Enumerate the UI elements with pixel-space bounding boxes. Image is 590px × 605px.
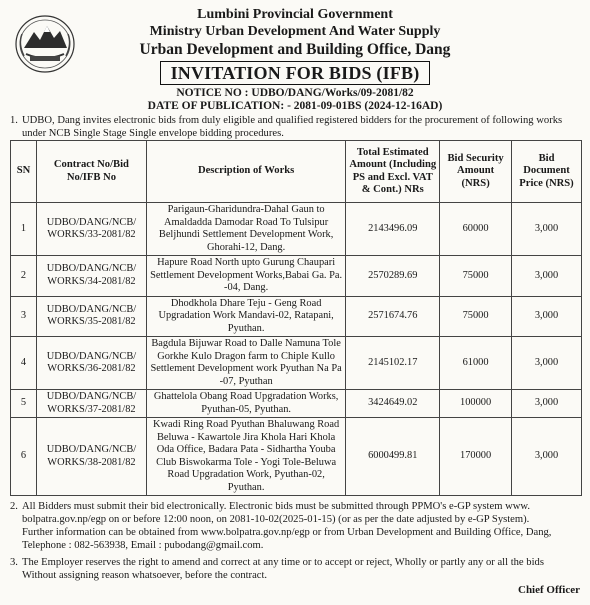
notice-number: NOTICE NO : UDBO/DANG/Works/09-2081/82 — [176, 87, 414, 99]
col-header-security: Bid Security Amount (NRS) — [440, 141, 512, 203]
cell-amount: 3424649.02 — [346, 390, 440, 418]
para-number: 3. — [10, 557, 18, 568]
cell-security: 75000 — [440, 296, 512, 337]
office-name: Urban Development and Building Office, Dang — [139, 41, 451, 58]
para-number: 1. — [10, 115, 18, 126]
cell-contract: UDBO/DANG/NCB/ WORKS/35-2081/82 — [36, 296, 146, 337]
table-row — [11, 256, 582, 297]
cell-description: Bagdula Bijuwar Road to Dalle Namuna Tole Gorkhe Kulo Dragon farm to Chiple Kullo Settlement Development work Pyuthan Na Pa -07, Pyuthan — [146, 337, 345, 390]
para-text: UDBO, Dang invites electronic bids from duly eligible and qualified registered bidders for the procurement of following works — [22, 115, 563, 126]
cell-amount: 2145102.17 — [346, 337, 440, 390]
cell-description: Hapure Road North upto Gurung Chaupari Settlement Development Works,Babai Ga. Pa. -04, Dang. — [146, 256, 345, 297]
cell-sn: 2 — [11, 256, 37, 297]
para-text: All Bidders must submit their bid electronically. Electronic bids must be submitted through PPMO's e-GP system www. — [22, 501, 531, 512]
cell-description: Kwadi Ring Road Pyuthan Bhaluwang Road Beluwa - Kawartole Jira Khola Hari Khola Oda Office, Badara Pata - Sidhartha Youba Club Biswokarma Tole - Yogi Tole-Beluwa Road Upgradation Work, Pyuthan-02, Pyuthan. — [146, 418, 345, 496]
cell-price: 3,000 — [512, 203, 582, 256]
cell-sn: 1 — [11, 203, 37, 256]
col-header-sn: SN — [11, 141, 37, 203]
province-name: Lumbini Provincial Government — [197, 7, 393, 22]
para-text: Telephone : 082-563938, Email : pubodang@gmail.com. — [22, 540, 264, 551]
cell-security: 60000 — [440, 203, 512, 256]
works-table — [10, 140, 582, 496]
table-row — [11, 203, 582, 256]
cell-price: 3,000 — [512, 390, 582, 418]
cell-price: 3,000 — [512, 337, 582, 390]
cell-price: 3,000 — [512, 296, 582, 337]
cell-contract: UDBO/DANG/NCB/ WORKS/38-2081/82 — [36, 418, 146, 496]
cell-security: 100000 — [440, 390, 512, 418]
cell-contract: UDBO/DANG/NCB/ WORKS/36-2081/82 — [36, 337, 146, 390]
col-header-price: Bid Document Price (NRS) — [512, 141, 582, 203]
cell-price: 3,000 — [512, 418, 582, 496]
table-row — [11, 337, 582, 390]
ministry-name: Ministry Urban Development And Water Supply — [149, 24, 441, 39]
para-text: Further information can be obtained from www.bolpatra.gov.np/egp or from Urban Development and Building Office, Dang, — [22, 527, 552, 538]
para-number: 2. — [10, 501, 18, 512]
table-row — [11, 296, 582, 337]
para-text: under NCB Single Stage Single envelope bidding procedures. — [22, 128, 284, 139]
cell-price: 3,000 — [512, 256, 582, 297]
col-header-description: Description of Works — [146, 141, 345, 203]
cell-sn: 3 — [11, 296, 37, 337]
cell-description: Parigaun-Gharidundra-Dahal Gaun to Amaldadda Damodar Road To Tulsipur Beljhundi Settlement Development Work, Ghorahi-12, Dang. — [146, 203, 345, 256]
cell-description: Dhodkhola Dhare Teju - Geng Road Upgradation Work Mandavi-02, Ratapani, Pyuthan. — [146, 296, 345, 337]
table-row — [11, 418, 582, 496]
cell-amount: 2143496.09 — [346, 203, 440, 256]
submission-paragraph — [10, 500, 584, 552]
cell-security: 75000 — [440, 256, 512, 297]
cell-contract: UDBO/DANG/NCB/ WORKS/33-2081/82 — [36, 203, 146, 256]
cell-description: Ghattelola Obang Road Upgradation Works, Pyuthan-05, Pyuthan. — [146, 390, 345, 418]
table-row — [11, 390, 582, 418]
cell-amount: 2570289.69 — [346, 256, 440, 297]
reservation-paragraph — [10, 556, 584, 582]
publication-date: DATE OF PUBLICATION: - 2081-09-01BS (2024-12-16AD) — [147, 100, 443, 112]
cell-amount: 6000499.81 — [346, 418, 440, 496]
para-text: Without assigning reason whatsoever, before the contract. — [22, 570, 268, 581]
invitation-paragraph — [10, 114, 582, 140]
signatory-title: Chief Officer — [518, 584, 580, 596]
cell-security: 61000 — [440, 337, 512, 390]
notice-title: INVITATION FOR BIDS (IFB) — [160, 61, 431, 85]
para-text: bolpatra.gov.np/egp on or before 12:00 noon, on 2081-10-02(2025-01-15) (or as per the date adjusted by e-GP System). — [22, 514, 530, 525]
col-header-contract: Contract No/Bid No/IFB No — [36, 141, 146, 203]
cell-contract: UDBO/DANG/NCB/ WORKS/34-2081/82 — [36, 256, 146, 297]
col-header-amount: Total Estimated Amount (Including PS and Excl. VAT & Cont.) NRs — [346, 141, 440, 203]
cell-security: 170000 — [440, 418, 512, 496]
cell-contract: UDBO/DANG/NCB/ WORKS/37-2081/82 — [36, 390, 146, 418]
cell-sn: 5 — [11, 390, 37, 418]
cell-sn: 4 — [11, 337, 37, 390]
cell-sn: 6 — [11, 418, 37, 496]
cell-amount: 2571674.76 — [346, 296, 440, 337]
para-text: The Employer reserves the right to amend and correct at any time or to accept or reject, Wholly or partly any or all the bids — [22, 557, 544, 568]
